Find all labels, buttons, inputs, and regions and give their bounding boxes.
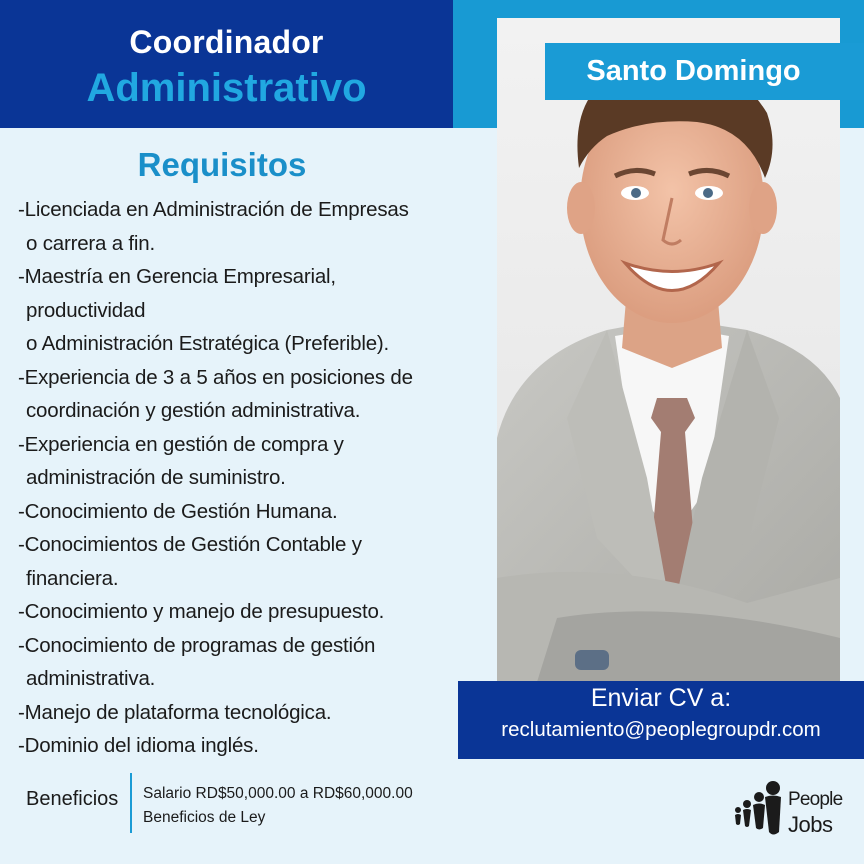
benefit-law: Beneficios de Ley (143, 809, 266, 826)
requirement-line: -Dominio del idioma inglés. (18, 734, 259, 757)
requirement-line: -Conocimiento de programas de gestión (18, 633, 376, 657)
logo-text-people: People (788, 789, 843, 810)
requirement-line: -Manejo de plataforma tecnológica. (18, 700, 332, 724)
send-cv-banner (458, 681, 864, 759)
requirement-line: -Conocimientos de Gestión Contable y (18, 533, 362, 556)
requirement-line: o Administración Estratégica (Preferible). (26, 332, 390, 355)
requirement-line: -Experiencia de 3 a 5 años en posiciones de (18, 365, 413, 389)
benefits-label: Beneficios (26, 788, 119, 810)
send-cv-label: Enviar CV a: (590, 684, 732, 712)
requirements-heading: Requisitos (137, 146, 307, 183)
requirement-line: financiera. (26, 566, 119, 590)
requirement-line: o carrera a fin. (26, 231, 155, 255)
job-title-line2: Administrativo (86, 66, 367, 110)
logo-text-jobs: Jobs (788, 812, 833, 837)
title-banner (0, 0, 453, 128)
requirement-line: -Conocimiento de Gestión Humana. (18, 499, 338, 523)
requirement-line: -Experiencia en gestión de compra y (18, 432, 344, 456)
requirement-line: -Licenciada en Administración de Empresas (18, 198, 409, 221)
requirement-line: administrativa. (26, 667, 156, 690)
benefits-divider (130, 773, 132, 833)
requirements-list (18, 193, 458, 763)
requirement-line: coordinación y gestión administrativa. (26, 399, 361, 422)
requirement-line: -Conocimiento y manejo de presupuesto. (18, 600, 385, 623)
location-badge: Santo Domingo (545, 43, 864, 100)
requirement-line: productividad (26, 298, 146, 322)
requirement-line: administración de suministro. (26, 466, 286, 489)
people-group-icon (735, 780, 791, 840)
requirement-line: -Maestría en Gerencia Empresarial, (18, 265, 336, 288)
benefit-salary: Salario RD$50,000.00 a RD$60,000.00 (143, 785, 413, 802)
candidate-photo (497, 18, 840, 682)
people-jobs-logo (735, 780, 853, 840)
job-title-line1: Coordinador (129, 24, 324, 60)
recruitment-email[interactable]: reclutamiento@peoplegroupdr.com (501, 718, 821, 741)
benefits-list (143, 782, 413, 830)
